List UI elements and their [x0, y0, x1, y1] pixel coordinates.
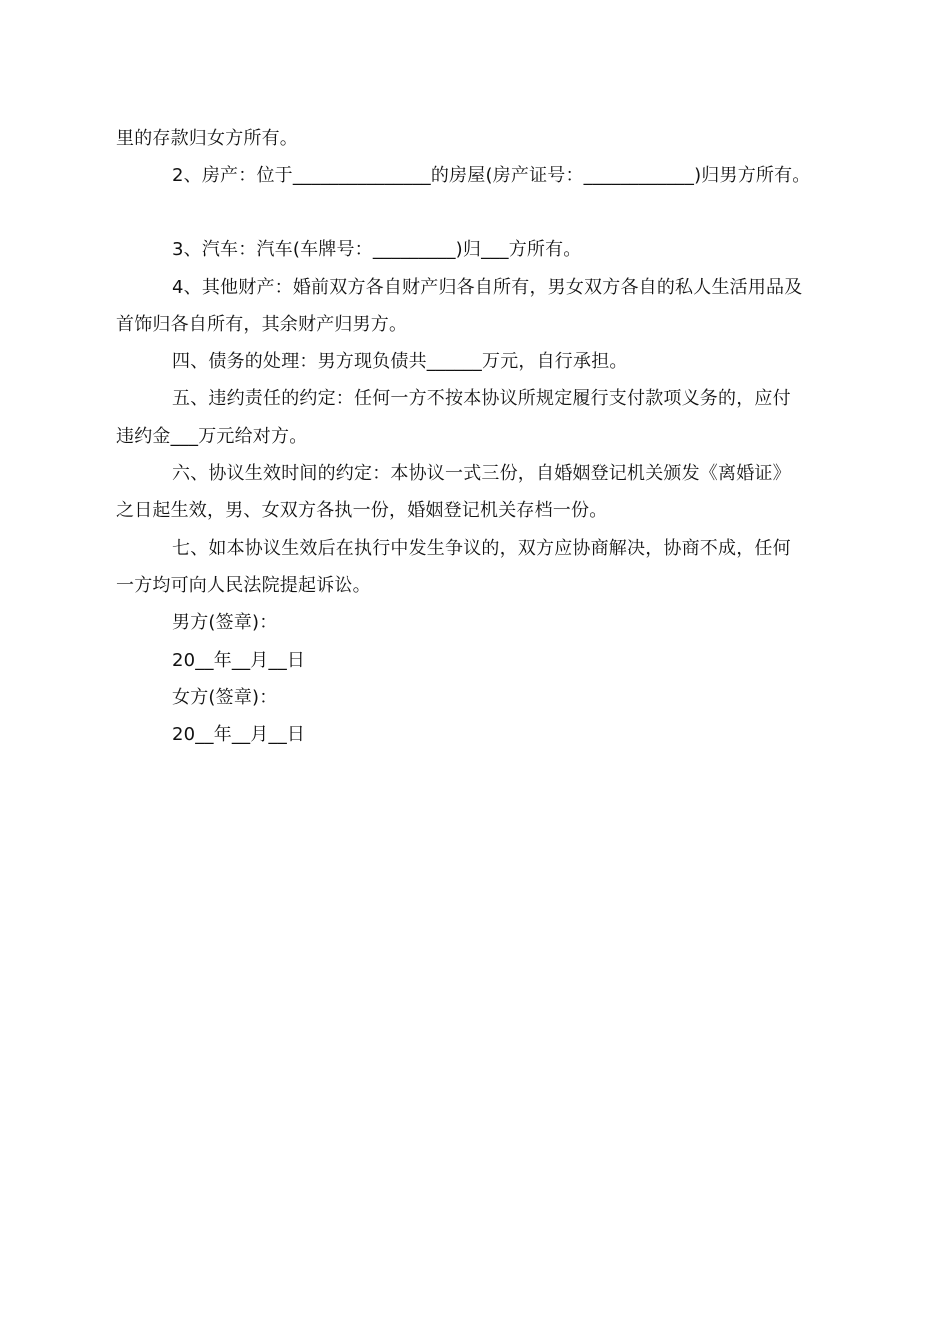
clause-debt: 四、债务的处理：男方现负债共______万元，自行承担。 [172, 351, 628, 372]
clause-dispute: 七、如本协议生效后在执行中发生争议的，双方应协商解决，协商不成，任何 [172, 538, 791, 559]
clause-liability: 五、违约责任的约定：任何一方不按本协议所规定履行支付款项义务的，应付 [172, 388, 791, 409]
clause-effective-time: 六、协议生效时间的约定：本协议一式三份，自婚姻登记机关颁发《离婚证》 [172, 463, 791, 484]
male-signature-label: 男方(签章)： [172, 612, 278, 633]
clause-other-property: 4、其他财产：婚前双方各自财产归各自所有，男女双方各自的私人生活用品及 [172, 277, 803, 298]
paragraph-line: 之日起生效，男、女双方各执一份，婚姻登记机关存档一份。 [116, 500, 608, 521]
female-signature-label: 女方(签章)： [172, 687, 278, 708]
paragraph-line: 首饰归各自所有，其余财产归男方。 [116, 314, 408, 335]
female-signature-date: 20__年__月__日 [172, 724, 306, 745]
paragraph-line: 一方均可向人民法院提起诉讼。 [116, 575, 371, 596]
male-signature-date: 20__年__月__日 [172, 650, 306, 671]
paragraph-line: 违约金___万元给对方。 [116, 426, 308, 447]
paragraph-line: 里的存款归女方所有。 [116, 128, 298, 149]
clause-car: 3、汽车：汽车(车牌号：_________)归___方所有。 [172, 239, 582, 260]
clause-real-estate: 2、房产：位于_______________的房屋(房产证号：____________)归男方所有。 [172, 165, 811, 186]
